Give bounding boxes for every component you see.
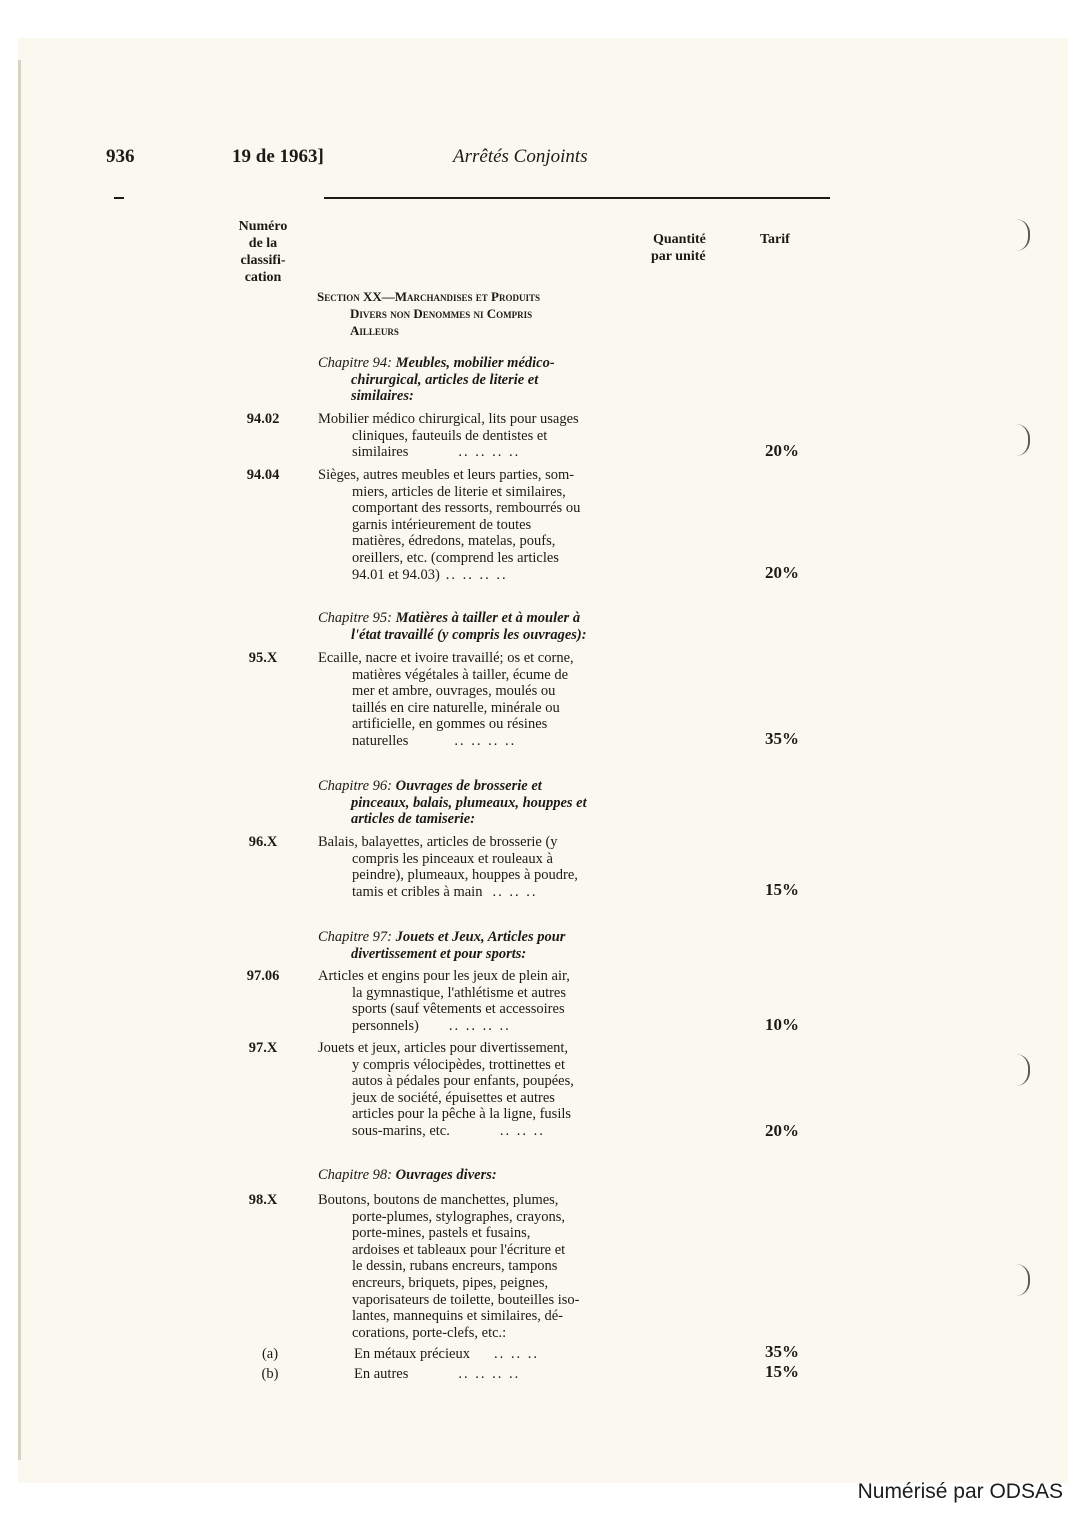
item-number: 97.X: [248, 1040, 278, 1056]
chapter-label: Chapitre 94:: [318, 355, 392, 371]
item-line: tamis et cribles à main: [352, 883, 483, 900]
subitem-text: En autres: [354, 1366, 409, 1382]
digitization-credit: Numérisé par ODSAS: [857, 1480, 1063, 1503]
item-line: Balais, balayettes, articles de brosserie (y: [318, 834, 558, 850]
item-line: personnels): [352, 1017, 419, 1034]
subitem-label: (b): [261, 1366, 279, 1382]
chapter-text: divertissement et pour sports:: [351, 945, 527, 962]
section-title-line: Divers non Denommes ni Compris: [350, 306, 533, 321]
item-line: Boutons, boutons de manchettes, plumes,: [318, 1192, 559, 1208]
chapter-heading: [318, 610, 645, 643]
chapter-text: similaires:: [351, 388, 414, 405]
column-header-line: cation: [244, 270, 282, 285]
item-line: encreurs, briquets, pipes, peignes,: [352, 1274, 549, 1291]
item-line: autos à pédales pour enfants, poupées,: [352, 1073, 574, 1090]
item-description: [318, 650, 645, 750]
item-line: Jouets et jeux, articles pour divertissement,: [318, 1040, 569, 1056]
item-line: le dessin, rubans encreurs, tampons: [352, 1258, 558, 1275]
tariff-rate: 15%: [765, 1362, 799, 1381]
chapter-text: Matières à tailler et à mouler à: [395, 610, 581, 626]
item-line: Articles et engins pour les jeux de plein air,: [318, 968, 570, 984]
item-line: y compris vélocipèdes, trottinettes et: [352, 1056, 566, 1073]
item-line: naturelles: [352, 732, 409, 749]
page-edge: [18, 60, 21, 1460]
item-line: similaires: [352, 444, 409, 461]
tariff-rate: 35%: [765, 729, 799, 748]
item-description: [318, 467, 645, 583]
item-line: oreillers, etc. (comprend les articles: [352, 549, 559, 566]
column-header-tariff: Tarif: [760, 232, 790, 247]
item-number: 98.X: [248, 1192, 278, 1208]
chapter-text: Ouvrages de brosserie et: [395, 778, 542, 794]
binder-hole: [984, 1050, 1030, 1096]
item-line: matières végétales à tailler, écume de: [352, 666, 568, 683]
leader-dots: .. .. .. ..: [448, 1017, 511, 1034]
item-line: la gymnastique, l'athlétisme et autres: [352, 984, 567, 1001]
item-line: porte-mines, pastels et fusains,: [352, 1225, 531, 1242]
item-line: corations, porte-clefs, etc.:: [352, 1324, 507, 1341]
leader-dots: .. .. ..: [493, 1346, 539, 1362]
item-line: 94.01 et 94.03): [352, 566, 440, 583]
page-title: Arrêtés Conjoints: [453, 146, 588, 167]
item-line: compris les pinceaux et rouleaux à: [352, 850, 553, 867]
item-line: sports (sauf vêtements et accessoires: [352, 1001, 565, 1018]
item-line: porte-plumes, stylographes, crayons,: [352, 1208, 566, 1225]
item-line: miers, articles de literie et similaires,: [352, 483, 566, 500]
rule-break: [124, 195, 324, 200]
subitem-text: En métaux précieux: [354, 1346, 470, 1362]
column-header-number: [228, 218, 298, 286]
chapter-label: Chapitre 97:: [318, 929, 392, 945]
year-reference: 19 de 1963]: [232, 146, 324, 167]
item-line: garnis intérieurement de toutes: [352, 516, 532, 533]
item-line: artificielle, en gommes ou résines: [352, 716, 548, 733]
subitem-label: (a): [261, 1346, 279, 1362]
leader-dots: .. .. ..: [492, 883, 538, 900]
chapter-label: Chapitre 95:: [318, 610, 392, 626]
leader-dots: .. .. .. ..: [458, 1366, 521, 1382]
chapter-heading: [318, 778, 645, 828]
tariff-rate: 10%: [765, 1015, 799, 1034]
leader-dots: .. .. .. ..: [445, 566, 508, 583]
chapter-label: Chapitre 98:: [318, 1167, 392, 1183]
item-line: taillés en cire naturelle, minérale ou: [352, 699, 560, 716]
binder-hole: [984, 1260, 1030, 1306]
tariff-rate: 20%: [765, 1121, 799, 1140]
binder-hole: [984, 215, 1030, 261]
leader-dots: .. .. .. ..: [458, 444, 521, 461]
column-header-line: par unité: [651, 249, 706, 264]
chapter-text: chirurgical, articles de literie et: [351, 371, 539, 388]
subitem-description: [354, 1366, 646, 1383]
item-number: 94.02: [246, 411, 280, 427]
leader-dots: .. .. .. ..: [454, 732, 517, 749]
tariff-rate: 20%: [765, 563, 799, 582]
tariff-rate: 20%: [765, 441, 799, 460]
item-number: 97.06: [246, 968, 280, 984]
item-description: [318, 834, 645, 900]
item-line: Mobilier médico chirurgical, lits pour usages: [318, 411, 579, 427]
section-title-line: Ailleurs: [350, 323, 399, 338]
item-description: [318, 411, 645, 461]
item-line: mer et ambre, ouvrages, moulés ou: [352, 683, 556, 700]
page-number: 936: [106, 146, 135, 167]
chapter-heading: [318, 1167, 645, 1184]
item-line: Ecaille, nacre et ivoire travaillé; os et corne,: [318, 650, 574, 666]
item-number: 96.X: [248, 834, 278, 850]
item-description: [318, 1192, 645, 1341]
leader-dots: .. .. ..: [499, 1122, 545, 1139]
item-line: cliniques, fauteuils de dentistes et: [352, 427, 548, 444]
item-line: ardoises et tableaux pour l'écriture et: [352, 1241, 566, 1258]
item-line: comportant des ressorts, rembourrés ou: [352, 500, 581, 517]
column-header-line: Quantité: [653, 232, 706, 247]
column-header-quantity: [651, 231, 706, 265]
item-line: matières, édredons, matelas, poufs,: [352, 533, 556, 550]
item-description: [318, 1040, 645, 1140]
binder-hole: [984, 420, 1030, 466]
item-line: articles pour la pêche à la ligne, fusils: [352, 1106, 572, 1123]
item-line: jeux de société, épuisettes et autres: [352, 1089, 555, 1106]
item-line: Sièges, autres meubles et leurs parties, som-: [318, 467, 575, 483]
chapter-text: Jouets et Jeux, Articles pour: [395, 929, 566, 945]
item-line: lantes, mannequins et similaires, dé-: [352, 1308, 564, 1325]
chapter-text: l'état travaillé (y compris les ouvrages):: [351, 626, 587, 643]
chapter-label: Chapitre 96:: [318, 778, 392, 794]
tariff-rate: 35%: [765, 1342, 799, 1361]
item-number: 94.04: [246, 467, 280, 483]
chapter-text: Meubles, mobilier médico-: [395, 355, 555, 371]
column-header-line: de la: [248, 236, 278, 251]
item-line: peindre), plumeaux, houppes à poudre,: [352, 867, 578, 884]
item-line: sous-marins, etc.: [352, 1122, 450, 1139]
column-header-line: classifi-: [240, 253, 286, 268]
chapter-text: pinceaux, balais, plumeaux, houppes et: [351, 794, 587, 811]
section-title-line: Section XX—Marchandises et Produits: [317, 289, 541, 304]
subitem-description: [354, 1346, 646, 1363]
column-header-line: Numéro: [238, 219, 288, 234]
tariff-rate: 15%: [765, 880, 799, 899]
section-title: [317, 288, 647, 339]
item-number: 95.X: [248, 650, 278, 666]
chapter-text: articles de tamiserie:: [351, 811, 476, 828]
chapter-heading: [318, 929, 645, 962]
item-line: vaporisateurs de toilette, bouteilles iso-: [352, 1291, 580, 1308]
chapter-text: Ouvrages divers:: [395, 1167, 497, 1183]
item-description: [318, 968, 645, 1034]
chapter-heading: [318, 355, 645, 405]
